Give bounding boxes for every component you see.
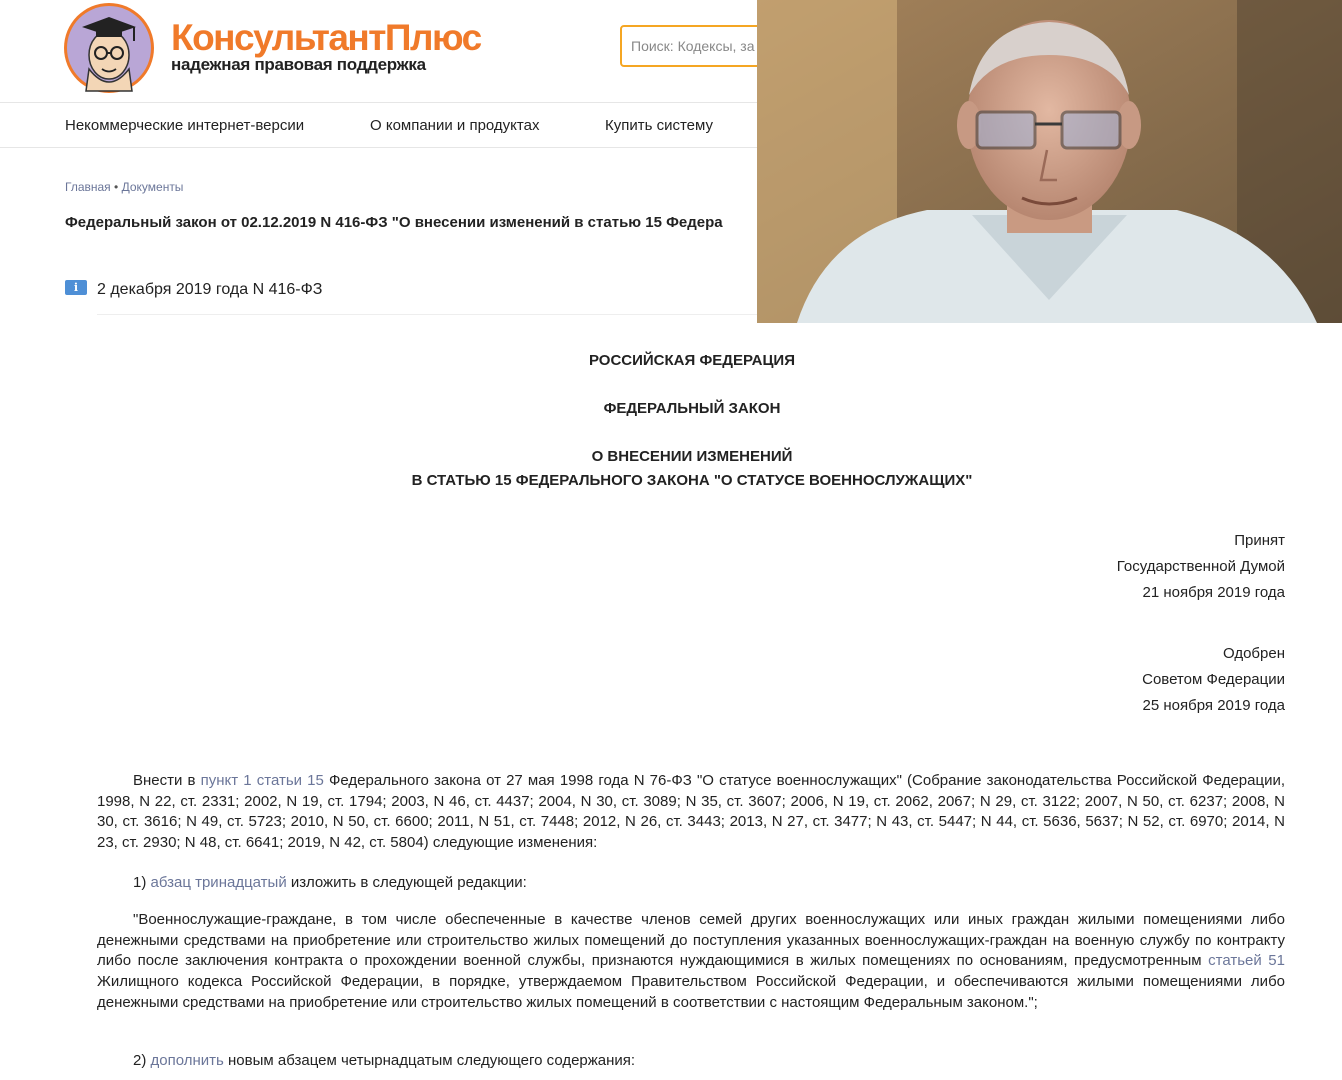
adopted-line-2: Государственной Думой xyxy=(1116,558,1285,575)
breadcrumb-documents-link[interactable]: Документы xyxy=(121,180,184,194)
paragraph-new-wording xyxy=(97,910,1285,1014)
text-segment: 1) xyxy=(133,874,151,891)
page-title: Федеральный закон от 02.12.2019 N 416-ФЗ "О внесении изменений в статью 15 Федера xyxy=(65,214,723,231)
breadcrumb xyxy=(65,180,183,194)
breadcrumb-separator: • xyxy=(114,180,119,194)
link-article-51[interactable]: статьей 51 xyxy=(1208,952,1285,970)
text-segment: 2) xyxy=(133,1052,151,1069)
adopted-line-1: Принят xyxy=(1234,532,1285,549)
heading-law-type: ФЕДЕРАЛЬНЫЙ ЗАКОН xyxy=(603,400,781,417)
breadcrumb-home-link[interactable]: Главная xyxy=(65,180,111,194)
brand[interactable] xyxy=(171,18,481,74)
document-date: 2 декабря 2019 года N 416-ФЗ xyxy=(97,281,323,298)
approved-line-1: Одобрен xyxy=(1223,645,1285,662)
link-add[interactable]: дополнить xyxy=(150,1052,224,1069)
search-placeholder: Поиск: Кодексы, за xyxy=(631,38,755,54)
main-nav xyxy=(0,103,760,148)
link-paragraph-thirteen[interactable]: абзац тринадцатый xyxy=(150,874,287,891)
paragraph-amendment-intro xyxy=(97,771,1285,854)
adopted-date: 21 ноября 2019 года xyxy=(1142,584,1285,601)
heading-subject-line-1: О ВНЕСЕНИИ ИЗМЕНЕНИЙ xyxy=(591,448,793,465)
text-segment: Внести в xyxy=(133,772,201,789)
nav-item-about[interactable]: О компании и продуктах xyxy=(370,117,540,134)
webcam-video-overlay xyxy=(757,0,1342,323)
paragraph-item-2 xyxy=(97,1051,1285,1072)
webcam-person-image xyxy=(757,0,1342,323)
info-icon[interactable]: i xyxy=(65,280,87,295)
heading-subject-line-2: В СТАТЬЮ 15 ФЕДЕРАЛЬНОГО ЗАКОНА "О СТАТУСЕ ВОЕННОСЛУЖАЩИХ" xyxy=(411,472,973,489)
text-segment: Федерального закона от 27 мая 1998 года N 76-ФЗ "О статусе военнослужащих" (Собрание законодательства Российской Федерации, 1998, N 22, ст. 2331; 2002, N 19, ст. 1794; 2003, N 46, ст. 4437; 2004, N 30, ст. 3089; N 35, ст. 3607; 2006, N 19, ст. 2062, 2067; N 29, ст. 3122; 2007, N 50, ст. 6237; 2008, N 30, ст. 3616; N 49, ст. 5723; 2010, N 50, ст. 6600; 2011, N 51, ст. 7448; 2012, N 26, ст. 3443; 2013, N 27, ст. 3477; N 43, ст. 5447; N 44, ст. 5636, 5637; N 52, ст. 6970; 2014, N 23, ст. 2930; N 48, ст. 6641; 2019, N 42, ст. 5804) следующие изменения: xyxy=(97,772,1285,852)
link-clause-1-article-15[interactable]: пункт 1 статьи 15 xyxy=(200,772,324,789)
text-segment: новым абзацем четырнадцатым следующего содержания: xyxy=(223,1052,636,1069)
brand-tagline: надежная правовая поддержка xyxy=(171,55,426,74)
text-segment: изложить в следующей редакции: xyxy=(286,874,527,891)
paragraph-item-1 xyxy=(97,873,1285,894)
nav-item-buy[interactable]: Купить систему xyxy=(605,117,713,134)
nav-item-noncommercial[interactable]: Некоммерческие интернет-версии xyxy=(65,117,305,134)
heading-country: РОССИЙСКАЯ ФЕДЕРАЦИЯ xyxy=(588,352,795,369)
brand-name: КонсультантПлюс xyxy=(171,17,481,58)
approved-line-2: Советом Федерации xyxy=(1142,671,1285,688)
text-segment: Жилищного кодекса Российской Федерации, в порядке, утверждаемом Правительством Российской Федерации, и обеспечиваются жилыми помещениями либо денежными средствами на приобретение или строительство жилых помещений в соответствии с настоящим Федеральным законом."; xyxy=(97,973,1285,1011)
approved-date: 25 ноября 2019 года xyxy=(1142,697,1285,714)
brand-logo-icon[interactable] xyxy=(64,3,154,93)
text-segment: "Военнослужащие-граждане, в том числе обеспеченные в качестве членов семей других военнослужащих или иных граждан жилыми помещениями либо денежными средствами на приобретение или строительство жилых помещений до поступления указанных военнослужащих-граждан на военную службу по контракту либо после заключения контракта о прохождении военной службы, признаются нуждающимися в жилых помещениях по основаниям, предусмотренным xyxy=(97,911,1285,970)
